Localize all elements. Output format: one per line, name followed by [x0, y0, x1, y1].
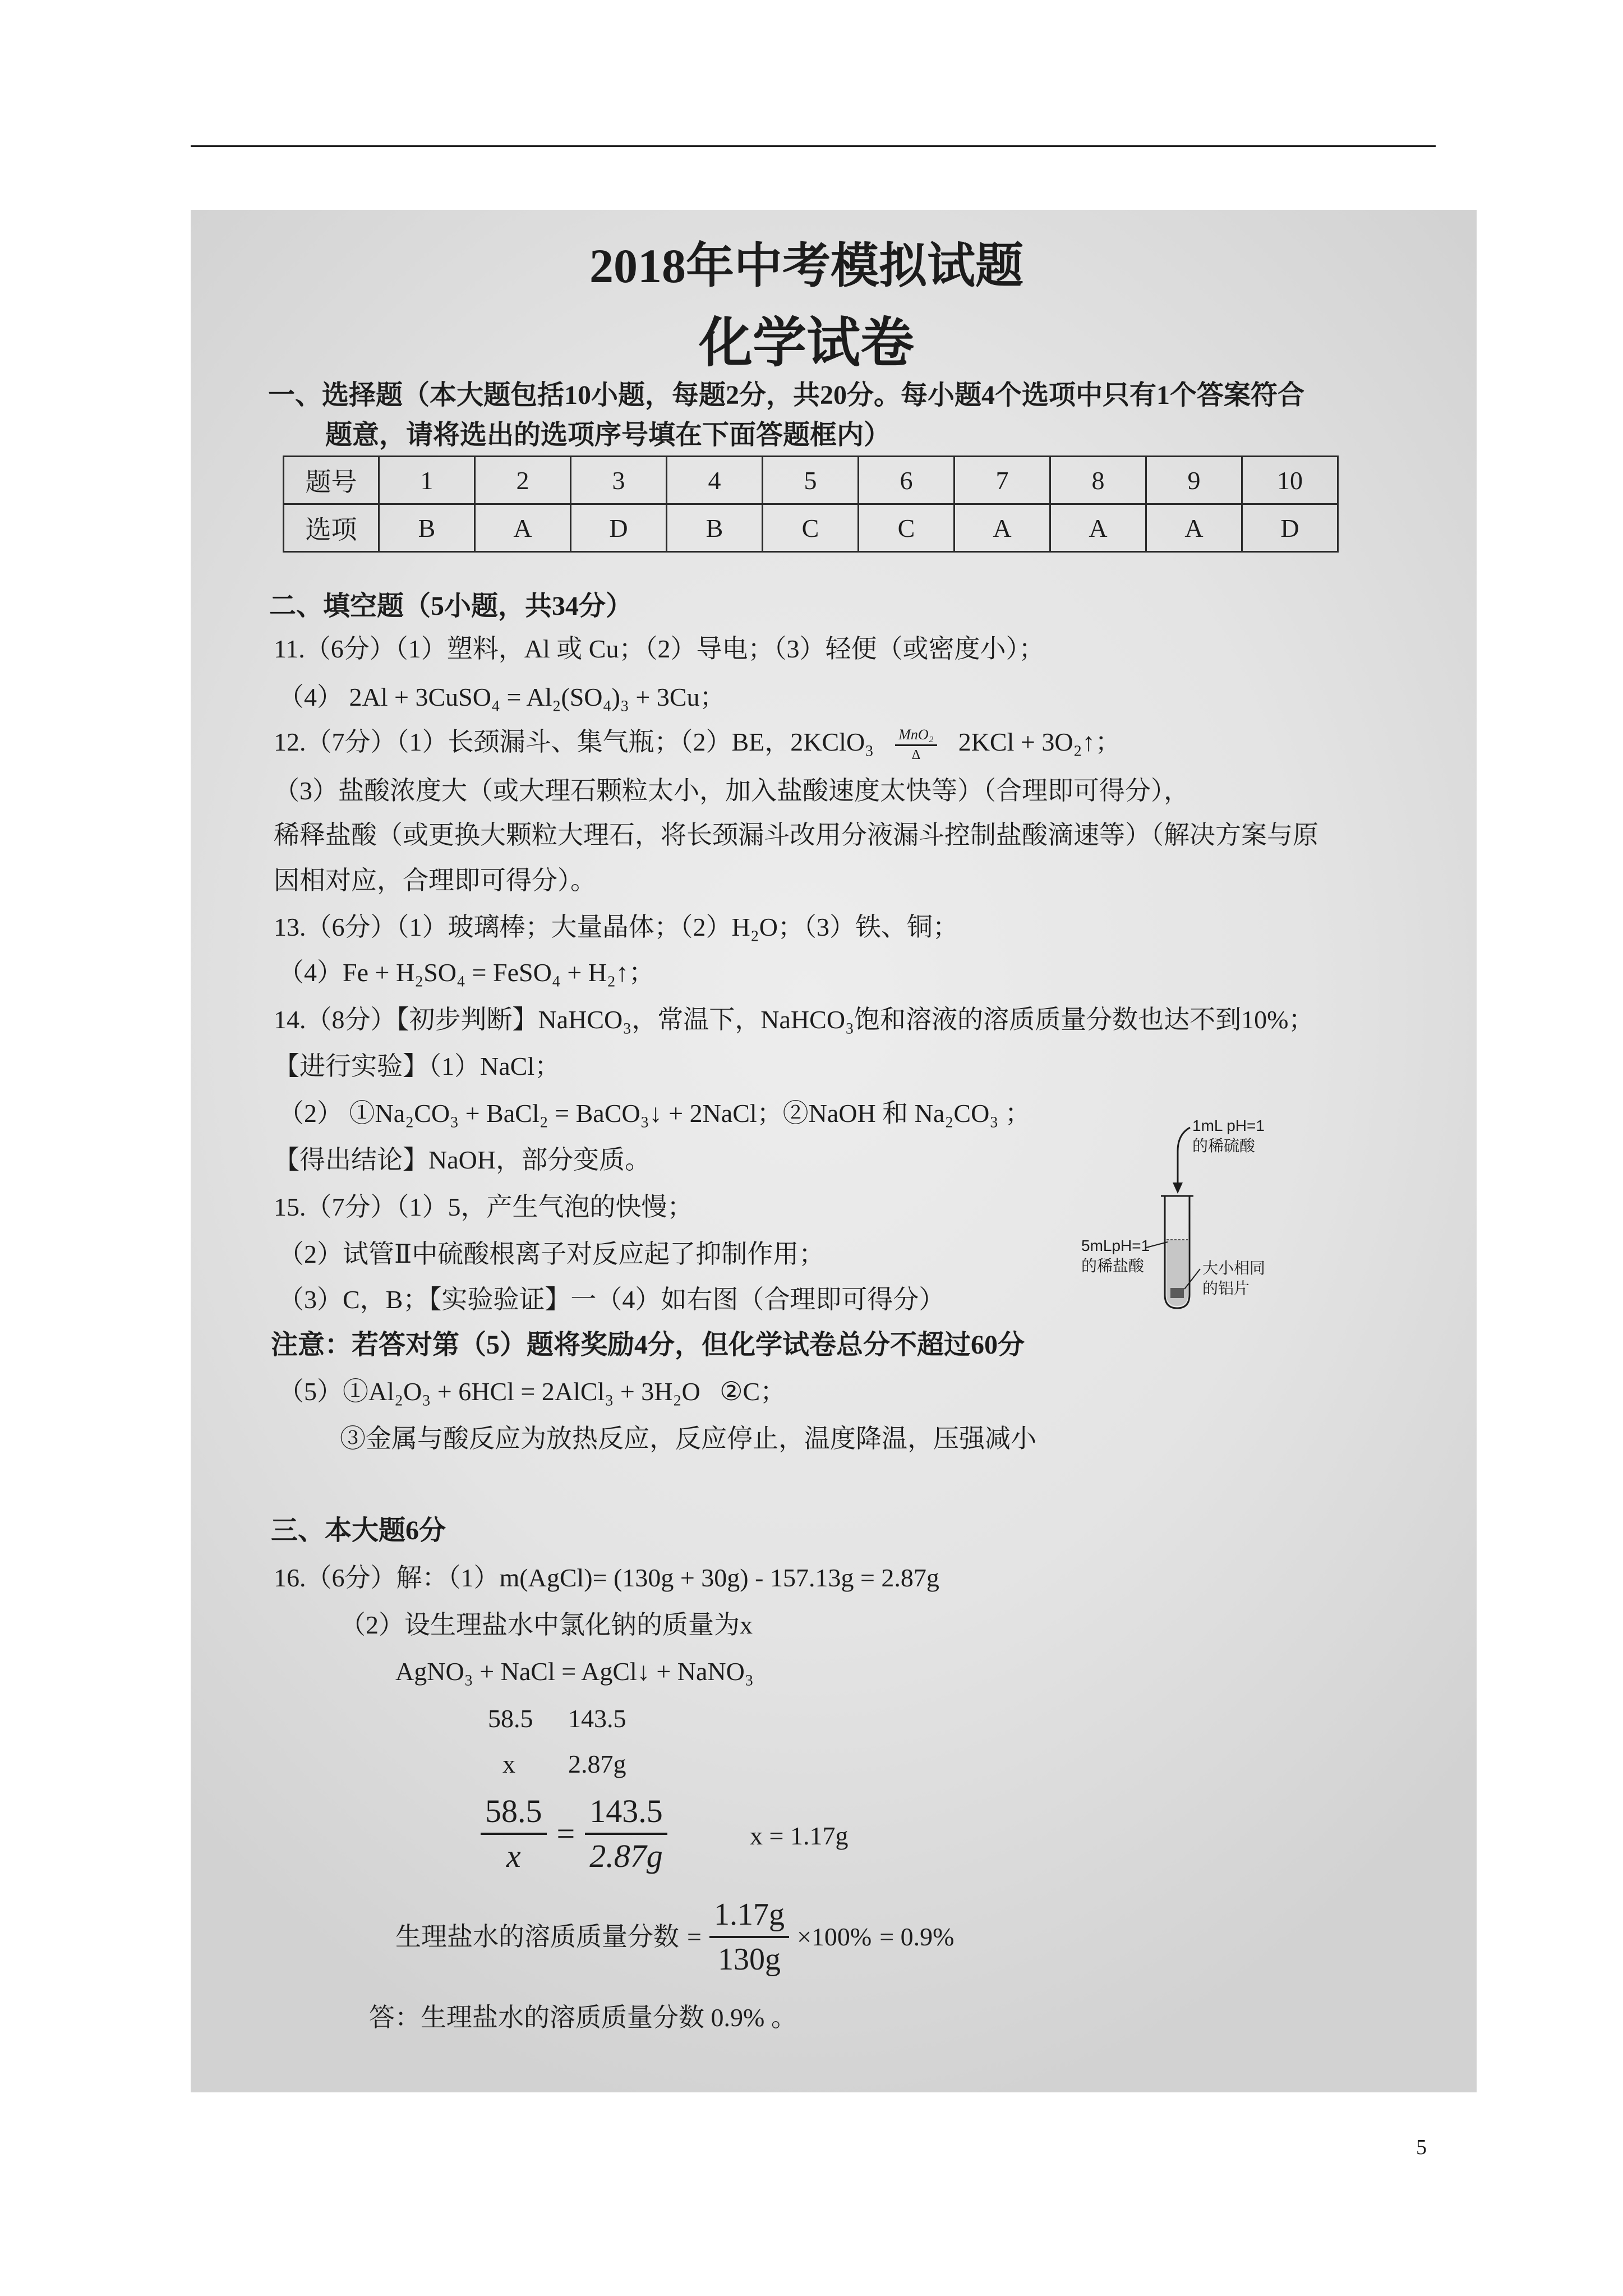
exam-subtitle: 化学试卷 [699, 313, 914, 373]
table-cell-number: 10 [1242, 457, 1338, 504]
reaction-condition [895, 728, 937, 762]
table-cell-number: 8 [1050, 457, 1146, 504]
figure-label-acid-top-2: 的稀硫酸 [1192, 1137, 1256, 1154]
table-cell-answer: C [763, 504, 859, 552]
heat-symbol: Δ [911, 747, 921, 762]
q12-line-1-end: 2KCl + 3O₂↑； [958, 728, 1121, 756]
q15-bonus-line-1: （5）①Al₂O₃ + 6HCl = 2AlCl₃ + 3H₂O ②C； [278, 1377, 786, 1406]
q15-line-2: （2）试管Ⅱ中硫酸根离子对反应起了抑制作用； [278, 1240, 825, 1268]
answer-table [283, 455, 1339, 553]
fraction-denominator: 2.87g [589, 1838, 663, 1874]
q15-line-1: 15.（7分）（1）5，产生气泡的快慢； [274, 1193, 693, 1221]
answer-table-body [284, 457, 1338, 552]
figure-label-acid-top-1: 1mL pH=1 [1192, 1117, 1265, 1134]
page-number: 5 [1416, 2136, 1427, 2159]
table-cell-answer: C [859, 504, 955, 552]
aluminum-piece [1170, 1288, 1184, 1298]
table-cell-number: 6 [859, 457, 955, 504]
fraction-right [585, 1793, 667, 1874]
q12-line-3: 稀释盐酸（或更换大颗粒大理石，将长颈漏斗改用分液漏斗控制盐酸滴速等）（解决方案与原 [274, 821, 1318, 849]
figure-label-acid-left-2: 的稀盐酸 [1081, 1257, 1145, 1274]
table-cell-number: 7 [955, 457, 1050, 504]
section3-heading: 三、本大题6分 [271, 1516, 446, 1545]
catalyst-label: MnO₂ [895, 728, 937, 746]
table-cell-answer: A [1146, 504, 1242, 552]
equals-sign: = [687, 1922, 702, 1951]
table-cell-number: 4 [667, 457, 763, 504]
figure-label-metal-1: 大小相同 [1202, 1259, 1266, 1277]
table-header-answer: 选项 [284, 504, 379, 552]
table-row-question-numbers [284, 457, 1338, 504]
test-tube-diagram [1066, 1111, 1290, 1318]
fraction-left [481, 1793, 547, 1874]
pour-arrow-head [1173, 1182, 1183, 1194]
ratio-row-1-left: 58.5 [488, 1704, 533, 1733]
mass-fraction-equation [395, 1897, 954, 1977]
table-cell-number: 1 [379, 457, 475, 504]
q15-line-3: （3）C，B；【实验验证】一（4）如右图（合理即可得分） [278, 1285, 945, 1314]
final-answer: 答：生理盐水的溶质质量分数 0.9% 。 [369, 2003, 797, 2032]
q12-line-1 [274, 727, 1121, 762]
mass-fraction-result: = 0.9% [879, 1922, 955, 1951]
ratio-row-1-right: 143.5 [568, 1704, 626, 1733]
table-cell-answer: B [667, 504, 763, 552]
fraction-numerator: 58.5 [481, 1793, 547, 1835]
exam-title: 2018年中考模拟试题 [589, 239, 1023, 293]
q12-line-2: （3）盐酸浓度大（或大理石颗粒太小，加入盐酸速度太快等）（合理即可得分）， [274, 776, 1189, 805]
table-cell-answer: A [475, 504, 571, 552]
fraction-denominator: x [506, 1838, 521, 1874]
table-header-question-number: 题号 [284, 457, 379, 504]
q11-line-1: 11.（6分）（1）塑料，Al 或 Cu；（2）导电；（3）轻便（或密度小）； [274, 634, 1045, 663]
mass-fraction-label: 生理盐水的溶质质量分数 [395, 1922, 679, 1951]
q14-line-4: 【得出结论】NaOH，部分变质。 [274, 1145, 651, 1174]
table-cell-answer: D [1242, 504, 1338, 552]
q14-line-1: 14.（8分）【初步判断】NaHCO₃，常温下，NaHCO₃饱和溶液的溶质质量分数也达不到10%； [274, 1005, 1315, 1034]
q16-line-2: （2）设生理盐水中氯化钠的质量为x [340, 1611, 753, 1639]
section1-heading-line-1: 一、选择题（本大题包括10小题，每题2分，共20分。每小题4个选项中只有1个答案符合 [268, 380, 1305, 410]
equals-sign: = [556, 1815, 575, 1852]
bonus-note: 注意：若答对第（5）题将奖励4分，但化学试卷总分不超过60分 [271, 1330, 1025, 1360]
table-cell-answer: A [955, 504, 1050, 552]
q13-line-2: （4）Fe + H₂SO₄ = FeSO₄ + H₂↑； [278, 958, 655, 987]
proportion-result: x = 1.17g [750, 1821, 849, 1850]
section2-heading: 二、填空题（5小题，共34分） [269, 591, 633, 621]
scanned-answer-sheet [191, 210, 1477, 2092]
pour-arrow-line [1178, 1128, 1190, 1185]
fraction-numerator: 1.17g [709, 1897, 789, 1938]
table-cell-answer: B [379, 504, 475, 552]
table-cell-number: 9 [1146, 457, 1242, 504]
header-rule [191, 145, 1436, 147]
table-cell-answer: D [571, 504, 667, 552]
q11-line-2: （4） 2Al + 3CuSO₄ = Al₂(SO₄)₃ + 3Cu； [278, 683, 726, 711]
table-cell-number: 5 [763, 457, 859, 504]
section1-heading-line-2: 题意，请将选出的选项序号填在下面答题框内） [325, 420, 891, 450]
q16-equation: AgNO₃ + NaCl = AgCl↓ + NaNO₃ [395, 1657, 754, 1686]
table-cell-number: 3 [571, 457, 667, 504]
q15-bonus-line-2: ③金属与酸反应为放热反应，反应停止，温度降温，压强减小 [340, 1424, 1036, 1453]
table-cell-answer: A [1050, 504, 1146, 552]
figure-label-metal-2: 的铝片 [1202, 1280, 1250, 1297]
proportion-equation [481, 1793, 667, 1874]
mass-fraction-multiplier: ×100% [796, 1922, 872, 1951]
ratio-row-2-right: 2.87g [568, 1750, 626, 1778]
q16-line-1: 16.（6分）解：（1）m(AgCl)= (130g + 30g) - 157.13g = 2.87g [274, 1563, 939, 1592]
fraction-denominator: 130g [717, 1942, 781, 1977]
table-cell-number: 2 [475, 457, 571, 504]
mass-fraction-fraction [709, 1897, 789, 1977]
fraction-numerator: 143.5 [585, 1793, 667, 1835]
q12-line-4: 因相对应，合理即可得分）。 [274, 866, 596, 895]
q13-line-1: 13.（6分）（1）玻璃棒；大量晶体；（2）H₂O；（3）铁、铜； [274, 913, 958, 941]
figure-label-acid-left-1: 5mLpH=1 [1081, 1237, 1150, 1254]
q14-line-2: 【进行实验】（1）NaCl； [274, 1052, 561, 1080]
q14-line-3: （2） ①Na₂CO₃ + BaCl₂ = BaCO₃↓ + 2NaCl；②NaOH 和 Na₂CO₃ ； [278, 1099, 1031, 1128]
ratio-row-2-left: x [502, 1750, 515, 1778]
q12-line-1-start: 12.（7分）（1）长颈漏斗、集气瓶；（2）BE，2KClO₃ [274, 728, 874, 756]
table-row-answers [284, 504, 1338, 552]
